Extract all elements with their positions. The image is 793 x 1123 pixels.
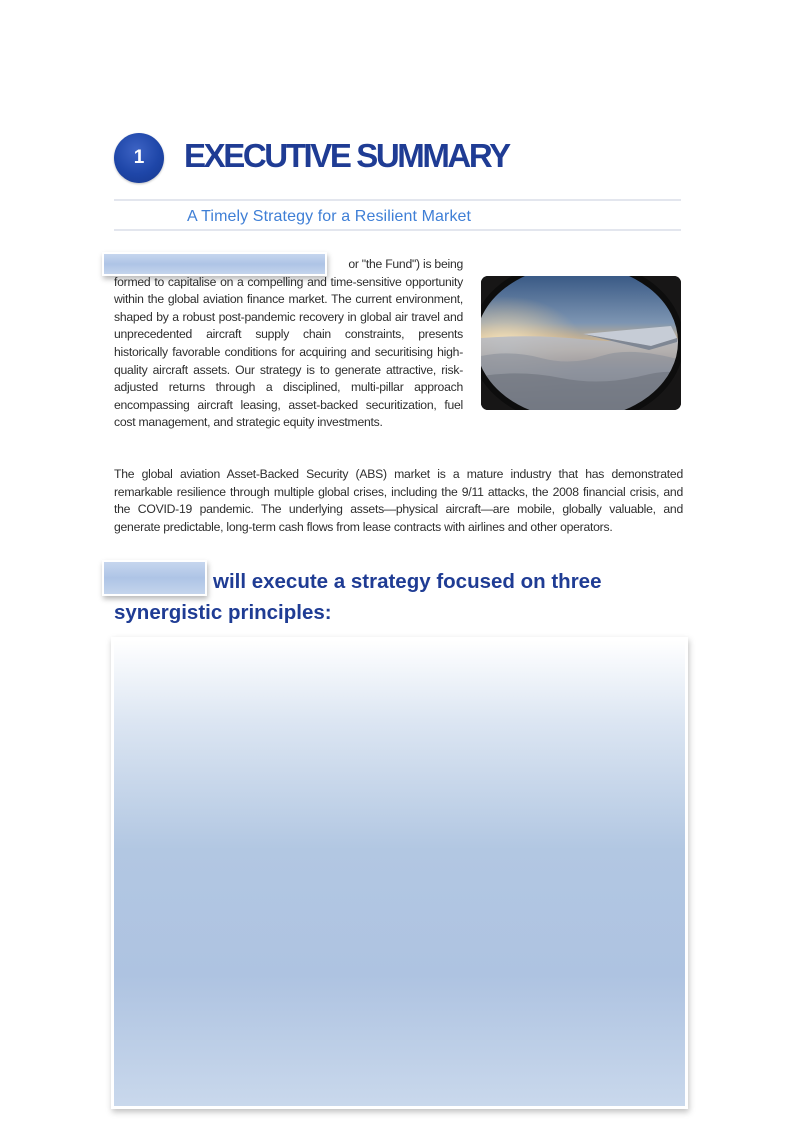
principles-panel (114, 640, 685, 1106)
principles-heading-text: will execute a strategy focused on three synergistic principles: (114, 570, 602, 624)
section-number-badge: 1 (114, 133, 164, 183)
airplane-window-photo (481, 276, 681, 410)
intro-paragraph (114, 256, 463, 432)
intro-body: formed to capitalise on a compelling and time-sensitive opportunity within the global aviation finance market. The current environment, shaped by a robust post-pandemic recovery in global air travel and unprecedented aircraft supply chain constraints, presents historically favorable conditions for acquiring and securitising high-quality aircraft assets. Our strategy is to generate attractive, risk-adjusted returns through a disciplined, multi-pillar approach encompassing aircraft leasing, asset-backed securitization, fuel cost management, and strategic equity investments. (114, 274, 463, 430)
divider-top (114, 199, 681, 201)
section-subtitle: A Timely Strategy for a Resilient Market (187, 208, 472, 225)
intro-first-line: or "the Fund") is being (348, 257, 463, 271)
principles-heading (114, 566, 674, 628)
page-title: EXECUTIVE SUMMARY (184, 137, 509, 174)
market-paragraph: The global aviation Asset-Backed Security (ABS) market is a mature industry that has demonstrated remarkable resilience through multiple global crises, including the 9/11 attacks, the 2008 financial crisis, and the COVID-19 pandemic. The underlying assets—physical aircraft—are mobile, globally valuable, and generate predictable, long-term cash flows from lease contracts with airlines and other operators. (114, 467, 683, 534)
divider-bottom (114, 229, 681, 231)
airplane-window-view-icon (481, 276, 681, 410)
